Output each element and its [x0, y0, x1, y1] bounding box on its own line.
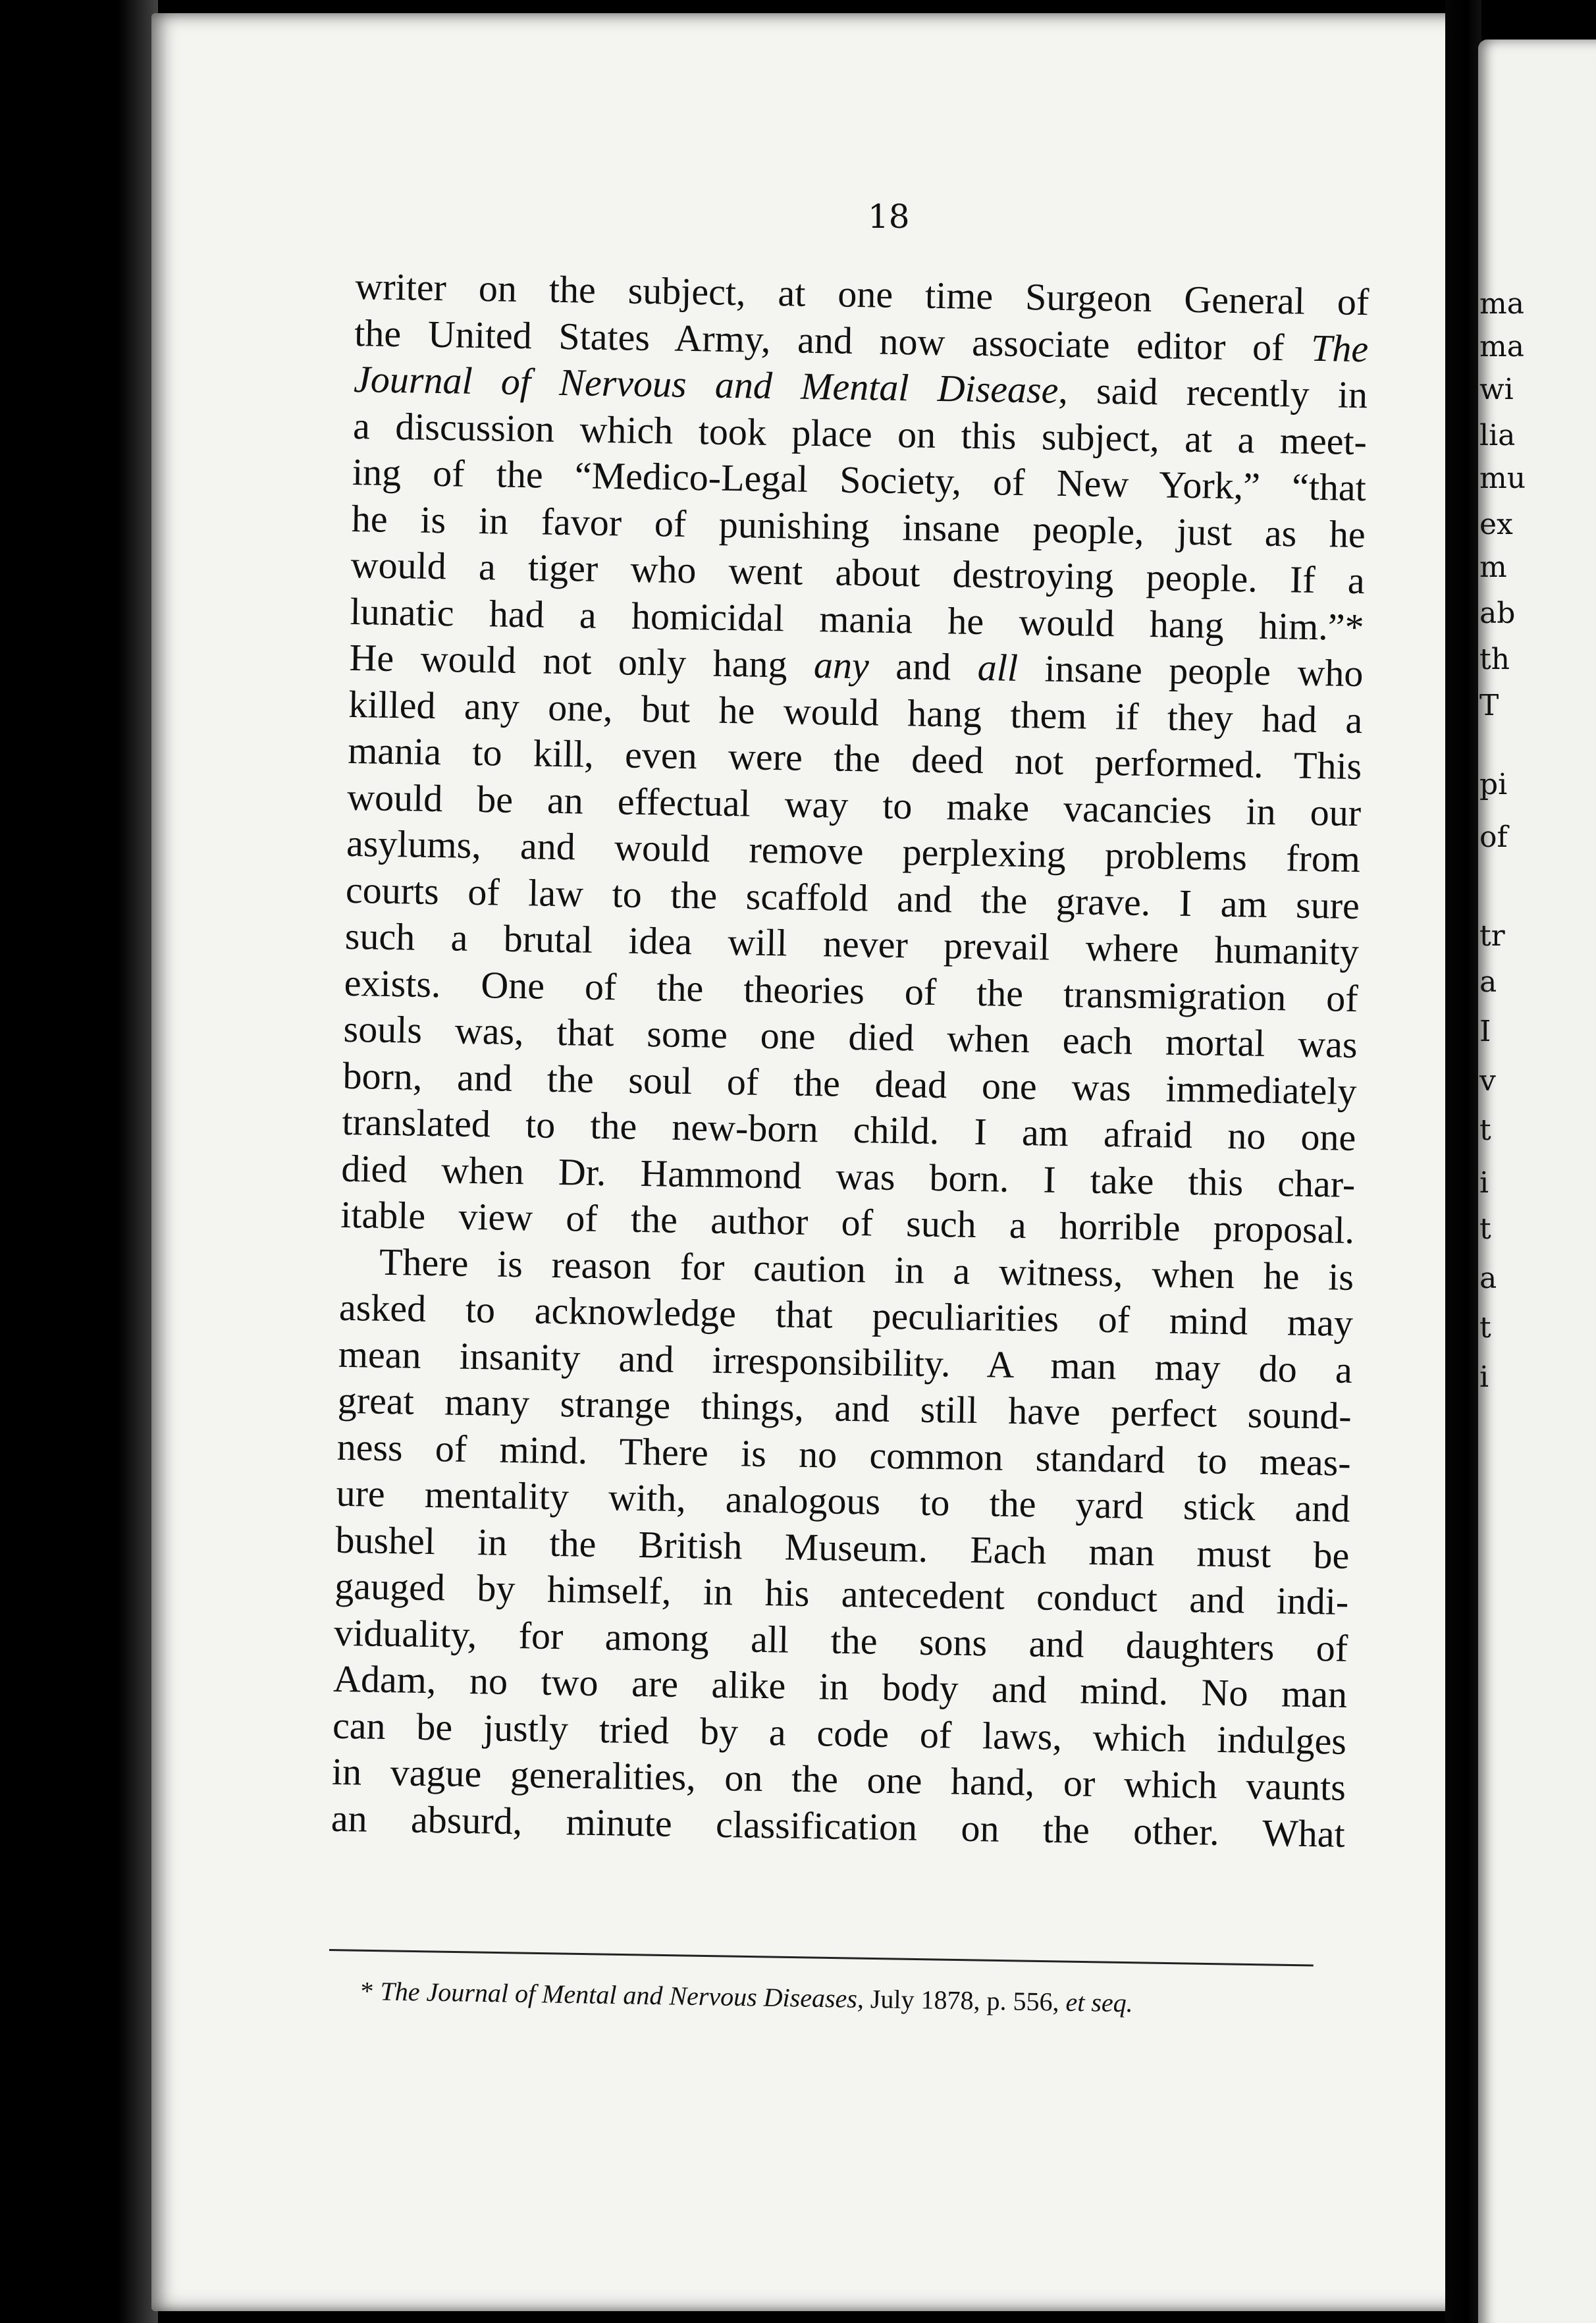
text-line: He would not only hang any and all insane people who	[349, 635, 1364, 695]
facing-page-fragment: t	[1479, 1212, 1491, 1246]
facing-page-fragment: wi	[1479, 373, 1514, 406]
text-line: ness of mind. There is no common standard to meas-	[336, 1425, 1352, 1484]
text-line: killed any one, but he would hang them if they had a	[348, 682, 1363, 741]
text-line: asylums, and would remove perplexing problems from	[346, 821, 1361, 881]
facing-page-fragment: i	[1479, 1166, 1489, 1200]
text-line: gauged by himself, in his antecedent conduct and indi-	[334, 1564, 1349, 1623]
text-line: born, and the soul of the dead one was immediately	[342, 1054, 1357, 1113]
facing-page	[1478, 40, 1596, 2323]
text-line: an absurd, minute classification on the other. What	[331, 1796, 1346, 1856]
facing-page-fragment: t	[1479, 1113, 1491, 1147]
text-line: viduality, for among all the sons and daughters of	[333, 1611, 1348, 1670]
facing-page-fragment: mu	[1479, 462, 1526, 495]
facing-page-fragment: t	[1479, 1311, 1491, 1345]
facing-page-fragment: ma	[1479, 330, 1524, 363]
text-line: ure mentality with, analogous to the yard stick and	[336, 1471, 1350, 1530]
facing-page-fragment: I	[1479, 1015, 1491, 1048]
footnote-marker: *	[360, 1975, 381, 2006]
facing-page-fragment: lia	[1479, 419, 1516, 452]
text-line: mania to kill, even were the deed not performed. This	[347, 728, 1362, 788]
text-line: asked to acknowledge that peculiarities of mind may	[338, 1285, 1354, 1345]
text-line: the United States Army, and now associate editor of The	[354, 311, 1369, 370]
facing-page-fragment: ex	[1479, 508, 1513, 541]
facing-page-fragment: ma	[1479, 287, 1524, 321]
facing-page-fragment: i	[1479, 1360, 1489, 1394]
text-line: would be an effectual way to make vacancies in our	[346, 775, 1362, 834]
text-line: writer on the subject, at one time Surgeon General of	[354, 264, 1370, 324]
facing-page-fragment: T	[1479, 689, 1499, 722]
text-line: died when Dr. Hammond was born. I take this char-	[340, 1146, 1356, 1206]
text-line: exists. One of the theories of the transmigration of	[344, 961, 1359, 1020]
footnote-et-seq: et seq.	[1065, 1987, 1134, 2018]
text-line: bushel in the British Museum. Each man must be	[335, 1518, 1350, 1577]
facing-page-fragment: th	[1479, 643, 1510, 676]
text-line: great many strange things, and still have perfect sound-	[337, 1378, 1352, 1437]
text-line: itable view of the author of such a horrible proposal.	[340, 1192, 1355, 1252]
text-line: can be justly tried by a code of laws, which indulges	[332, 1703, 1347, 1763]
facing-page-fragment: pi	[1479, 768, 1508, 801]
text-line: lunatic had a homicidal mania he would hang him.”*	[350, 589, 1365, 649]
text-line: courts of law to the scaffold and the grave. I am sure	[345, 868, 1360, 927]
text-line: ing of the “Medico-Legal Society, of New York,” “that	[352, 450, 1367, 510]
footnote-date-page: July 1878, p. 556,	[863, 1984, 1066, 2017]
text-line: in vague generalities, on the one hand, or which vaunts	[331, 1749, 1346, 1809]
footnote-title: The Journal of Mental and Nervous Diseases,	[380, 1976, 864, 2014]
text-line: translated to the new-born child. I am afraid no one	[342, 1100, 1356, 1160]
text-line: There is reason for caution in a witness, when he is	[379, 1240, 1354, 1298]
facing-page-fragment: v	[1479, 1064, 1496, 1098]
facing-page-fragment: ab	[1479, 597, 1516, 630]
facing-page-fragment: of	[1479, 820, 1508, 854]
text-line: Adam, no two are alike in body and mind. No man	[332, 1657, 1348, 1716]
page-gutter	[1445, 0, 1481, 2323]
text-line: would a tiger who went about destroying people. If a	[350, 543, 1366, 602]
facing-page-fragment: a	[1479, 1262, 1497, 1295]
text-line: a discussion which took place on this subject, at a meet-	[352, 404, 1368, 463]
page-number: 18	[868, 198, 910, 236]
facing-page-fragment: a	[1479, 965, 1497, 999]
text-line: mean insanity and irresponsibility. A man may do a	[338, 1332, 1353, 1391]
text-line: Journal of Nervous and Mental Disease, said recently in	[353, 357, 1368, 417]
facing-page-fragment: m	[1479, 550, 1507, 584]
body-text	[331, 263, 1369, 1857]
facing-page-fragment: tr	[1479, 919, 1505, 953]
text-line: he is in favor of punishing insane people, just as he	[351, 496, 1366, 556]
text-line: souls was, that some one died when each mortal was	[343, 1007, 1358, 1067]
text-line: such a brutal idea will never prevail where humanity	[344, 914, 1360, 974]
